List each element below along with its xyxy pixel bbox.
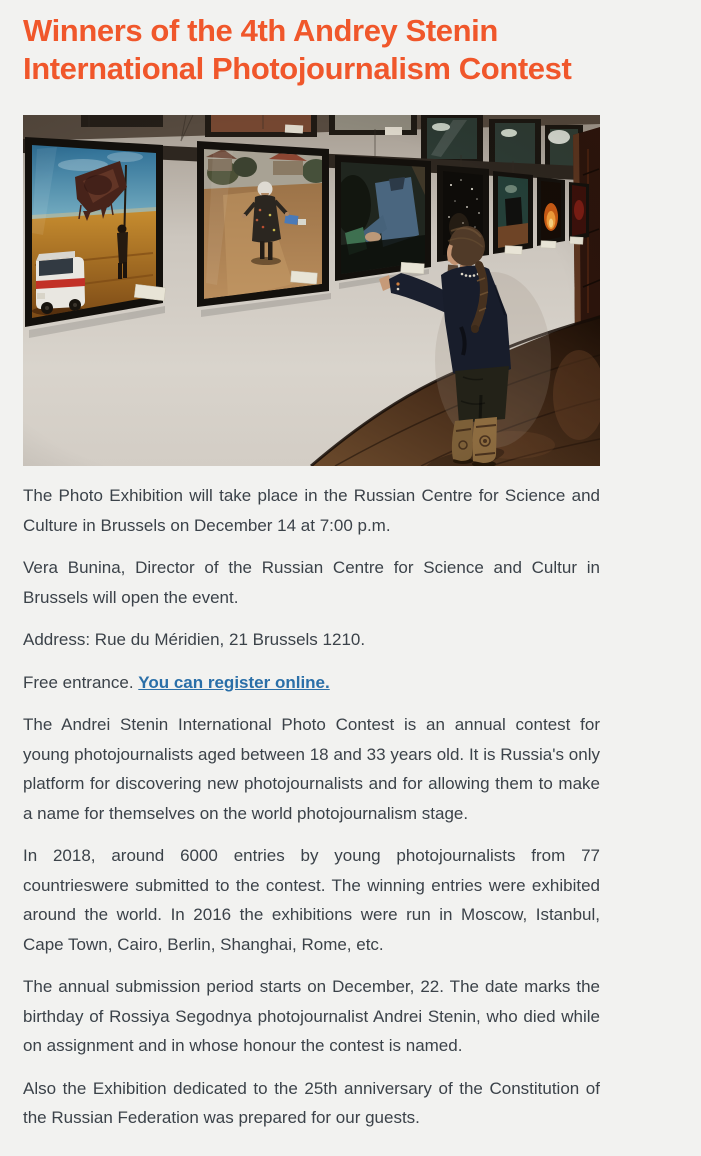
page-title: [23, 12, 695, 88]
paragraph-constitution-exhibition: Also the Exhibition dedicated to the 25th anniversary of the Constitution of the Russian Federation was prepared for our guests.: [23, 1078, 600, 1127]
paragraph-submission-period: The annual submission period starts on December, 22. The date marks the birthday of Rossiya Segodnya photojournalist Andrei Stenin, who died while on assignment and in whose honour the contest is named.: [23, 977, 600, 1055]
paragraph-exhibition-details: The Photo Exhibition will take place in the Russian Centre for Science and Culture in Brussels on December 14 at 7:00 p.m.: [23, 486, 600, 535]
paragraph-contest-about: The Andrei Stenin International Photo Contest is an annual contest for young photojournalists aged between 18 and 33 years old. It is Russia's only platform for discovering new photojournalists and for allowing them to make a name for themselves on the world photojournalism stage.: [23, 715, 600, 823]
hero-photo: [23, 115, 600, 466]
page-title-line1: Winners of the 4th Andrey Stenin: [23, 13, 498, 48]
paragraph-free-entrance: [23, 668, 600, 698]
paragraph-address: Address: Rue du Méridien, 21 Brussels 1210.: [23, 630, 366, 649]
page-title-line2: International Photojournalism Contest: [23, 51, 572, 86]
article-body: [23, 481, 600, 1133]
register-online-link[interactable]: You can register online.: [138, 672, 330, 692]
paragraph-entries-2018: In 2018, around 6000 entries by young photojournalists from 77 countrieswere submitted to the contest. The winning entries were exhibited around the world. In 2016 the exhibitions were run in Moscow, Istanbul, Cape Town, Cairo, Berlin, Shanghai, Rome, etc.: [23, 846, 600, 954]
photo-vignette: [23, 115, 600, 466]
gallery-exhibition-photo: [23, 115, 600, 466]
paragraph-opening: Vera Bunina, Director of the Russian Centre for Science and Cultur in Brussels will open the event.: [23, 558, 600, 607]
free-entrance-text: Free entrance.: [23, 672, 139, 692]
